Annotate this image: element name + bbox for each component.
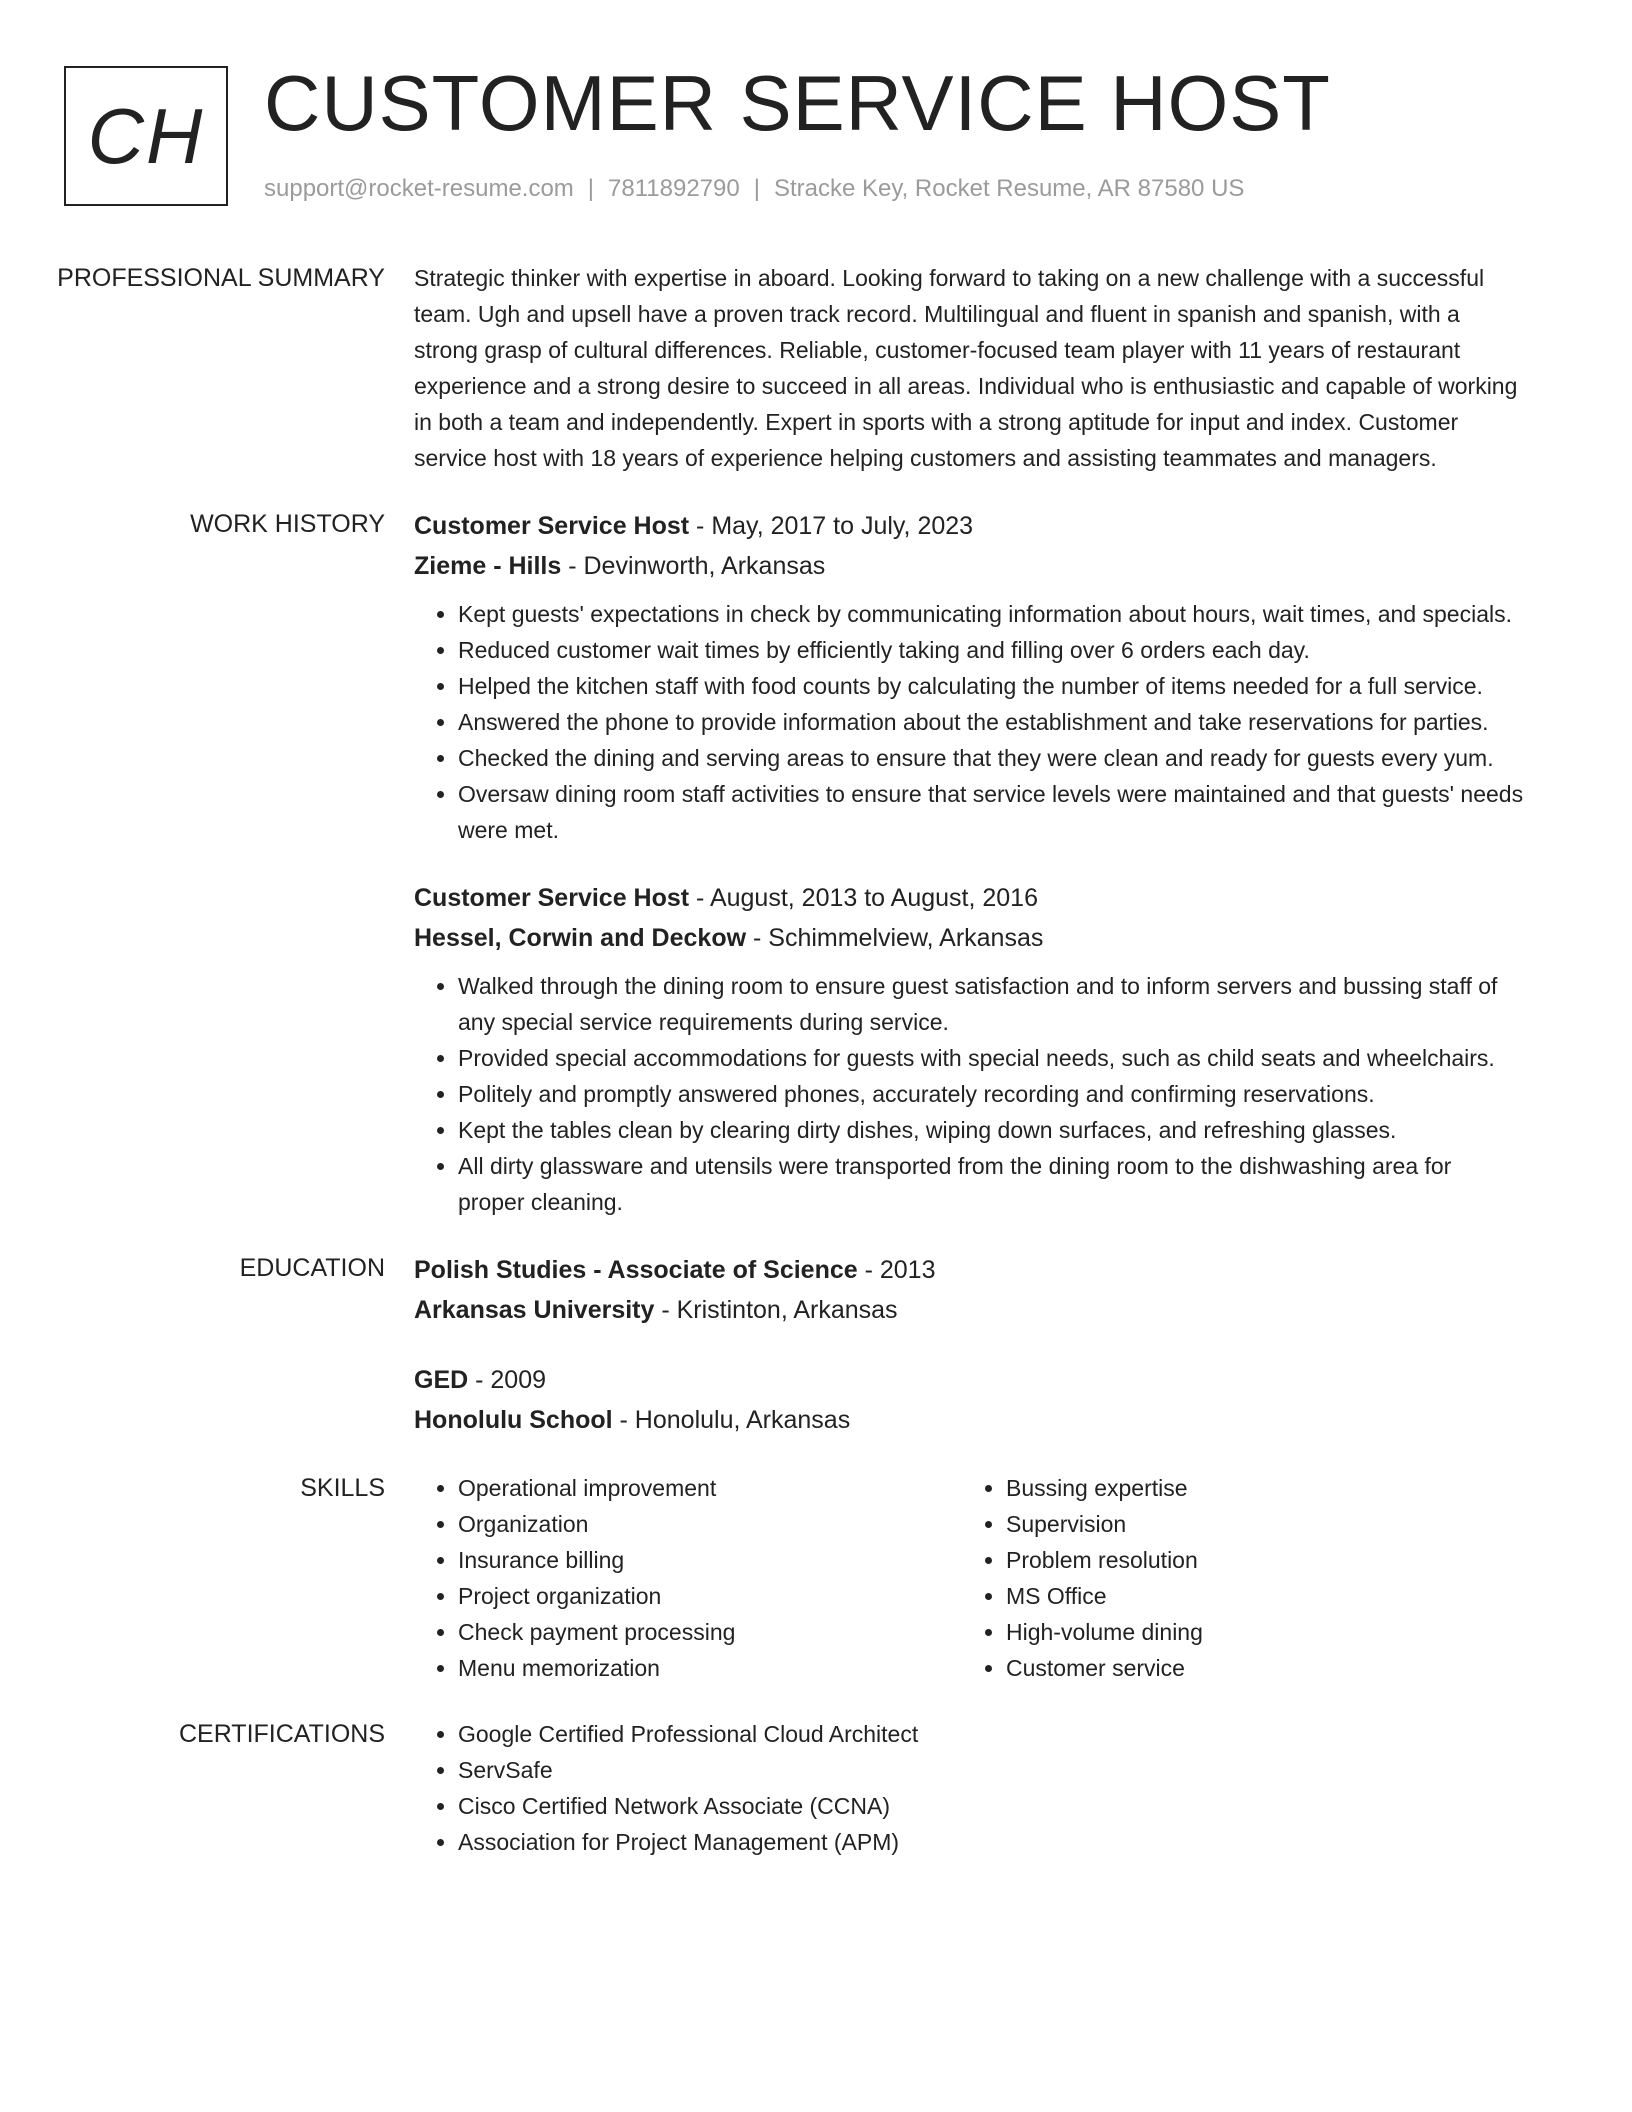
monogram-logo: CH xyxy=(64,66,228,206)
job-dates: - August, 2013 to August, 2016 xyxy=(689,884,1038,912)
contact-phone: 7811892790 xyxy=(608,175,740,202)
certification-item: • Google Certified Professional Cloud Architect xyxy=(458,1716,1524,1752)
job-entry xyxy=(414,506,1524,848)
job-bullet: • Kept the tables clean by clearing dirty dishes, wiping down surfaces, and refreshing glasses. xyxy=(458,1112,1524,1148)
job-bullet: • Politely and promptly answered phones, accurately recording and confirming reservations. xyxy=(458,1076,1524,1112)
school-line xyxy=(414,1400,1524,1440)
degree-year: - 2009 xyxy=(468,1366,547,1394)
job-title: Customer Service Host xyxy=(414,884,690,912)
job-dates: - May, 2017 to July, 2023 xyxy=(689,512,974,540)
work-history-section xyxy=(0,506,1632,1220)
school-location: - Honolulu, Arkansas xyxy=(612,1406,851,1434)
skill-item: • Problem resolution xyxy=(1006,1542,1510,1578)
job-bullets xyxy=(414,596,1524,848)
section-label-work-history: WORK HISTORY xyxy=(190,510,385,538)
degree-line xyxy=(414,1360,1524,1400)
skills-section xyxy=(0,1470,1632,1686)
contact-separator: | xyxy=(587,175,595,202)
job-bullet: • All dirty glassware and utensils were transported from the dining room to the dishwashing area for proper cleaning. xyxy=(458,1148,1524,1220)
skill-item: • MS Office xyxy=(1006,1578,1510,1614)
school: Arkansas University xyxy=(414,1296,655,1324)
job-entry xyxy=(414,878,1524,1220)
education-entry xyxy=(414,1250,1524,1330)
job-bullet: • Oversaw dining room staff activities to ensure that service levels were maintained and that guests' needs were met. xyxy=(458,776,1524,848)
job-location: - Devinworth, Arkansas xyxy=(561,552,826,580)
job-title-line xyxy=(414,878,1524,918)
skill-item: • Operational improvement xyxy=(458,1470,962,1506)
skill-item: • Check payment processing xyxy=(458,1614,962,1650)
job-bullet: • Checked the dining and serving areas to ensure that they were clean and ready for guests every yum. xyxy=(458,740,1524,776)
degree-line xyxy=(414,1250,1524,1290)
section-label-summary: PROFESSIONAL SUMMARY xyxy=(57,264,385,292)
skill-item: • Insurance billing xyxy=(458,1542,962,1578)
job-bullet: • Helped the kitchen staff with food counts by calculating the number of items needed for a full service. xyxy=(458,668,1524,704)
job-title: Customer Service Host xyxy=(414,512,690,540)
work-history-content xyxy=(414,506,1524,1220)
job-company-line xyxy=(414,546,1524,586)
job-bullet: • Reduced customer wait times by efficiently taking and filling over 6 orders each day. xyxy=(458,632,1524,668)
section-label-skills: SKILLS xyxy=(300,1474,385,1502)
degree: GED xyxy=(414,1366,469,1394)
summary-content xyxy=(414,260,1524,476)
section-label-certifications: CERTIFICATIONS xyxy=(178,1720,385,1748)
degree: Polish Studies - Associate of Science xyxy=(414,1256,858,1284)
job-title-line xyxy=(414,506,1524,546)
certifications-content xyxy=(414,1716,1524,1860)
job-company-line xyxy=(414,918,1524,958)
degree-year: - 2013 xyxy=(857,1256,936,1284)
education-entry xyxy=(414,1360,1524,1440)
job-bullet: • Answered the phone to provide information about the establishment and take reservations for parties. xyxy=(458,704,1524,740)
contact-line xyxy=(264,175,1244,203)
job-location: - Schimmelview, Arkansas xyxy=(746,924,1044,952)
education-content xyxy=(414,1250,1524,1440)
skill-item: • Project organization xyxy=(458,1578,962,1614)
skill-item: • High-volume dining xyxy=(1006,1614,1510,1650)
skill-item: • Menu memorization xyxy=(458,1650,962,1686)
education-section xyxy=(0,1250,1632,1440)
contact-separator: | xyxy=(753,175,760,202)
contact-email: support@rocket-resume.com xyxy=(264,175,574,202)
section-label-education: EDUCATION xyxy=(239,1254,385,1282)
skill-item: • Bussing expertise xyxy=(1006,1470,1510,1506)
skill-item: • Customer service xyxy=(1006,1650,1510,1686)
skills-column-2 xyxy=(962,1470,1510,1686)
job-bullet: • Walked through the dining room to ensure guest satisfaction and to inform servers and bussing staff of any special service requirements during service. xyxy=(458,968,1524,1040)
certification-item: • ServSafe xyxy=(458,1752,1524,1788)
certifications-list xyxy=(414,1716,1524,1860)
job-company: Zieme - Hills xyxy=(414,552,562,580)
skill-item: • Organization xyxy=(458,1506,962,1542)
school: Honolulu School xyxy=(414,1406,613,1434)
contact-address: Stracke Key, Rocket Resume, AR 87580 US xyxy=(773,175,1245,202)
skill-item: • Supervision xyxy=(1006,1506,1510,1542)
skills-column-1 xyxy=(414,1470,962,1686)
summary-section xyxy=(0,260,1632,476)
job-bullets xyxy=(414,968,1524,1220)
skills-content xyxy=(414,1470,1524,1686)
certification-item: • Association for Project Management (APM) xyxy=(458,1824,1524,1860)
certification-item: • Cisco Certified Network Associate (CCNA) xyxy=(458,1788,1524,1824)
certifications-section xyxy=(0,1716,1632,1860)
job-bullet: • Provided special accommodations for guests with special needs, such as child seats and wheelchairs. xyxy=(458,1040,1524,1076)
school-line xyxy=(414,1290,1524,1330)
job-bullet: • Kept guests' expectations in check by communicating information about hours, wait times, and specials. xyxy=(458,596,1524,632)
summary-text: Strategic thinker with expertise in aboard. Looking forward to taking on a new challenge with a successful team. Ugh and upsell have a proven track record. Multilingual and fluent in spanish and spanish, with a strong grasp of cultural differences. Reliable, customer-focused team player with 11 years of restaurant experience and a strong desire to succeed in all areas. Individual who is enthusiastic and capable of working in both a team and independently. Expert in sports with a strong aptitude for input and index. Customer service host with 18 years of experience helping customers and assisting teammates and managers. xyxy=(414,265,1518,471)
page-title: CUSTOMER SERVICE HOST xyxy=(264,59,1331,147)
job-company: Hessel, Corwin and Deckow xyxy=(414,924,747,952)
school-location: - Kristinton, Arkansas xyxy=(654,1296,898,1324)
resume-body xyxy=(0,260,1632,1890)
